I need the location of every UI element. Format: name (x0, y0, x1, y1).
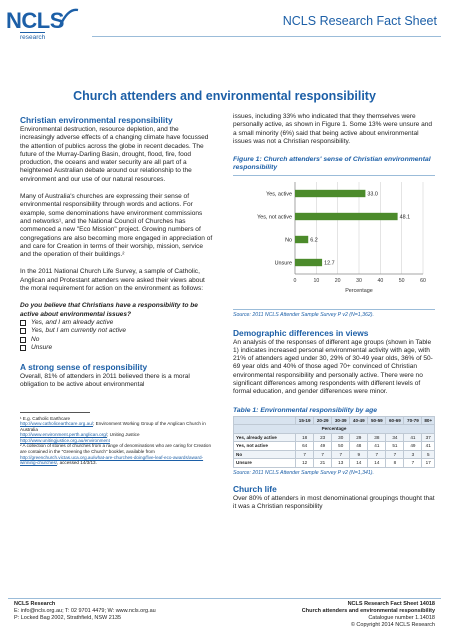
category-label: Yes, not active (257, 214, 292, 221)
x-tick-label: 40 (377, 277, 384, 284)
footer-catalogue: Catalogue number 1.14018 (368, 615, 435, 621)
bar (295, 212, 398, 219)
survey-option-label: Yes, and I am already active (31, 318, 114, 326)
table-source: Source: 2011 NCLS Attender Sample Survey P v2 (N=1,341). (233, 469, 374, 476)
survey-option-label: No (31, 335, 40, 343)
table-cell: 13 (332, 459, 350, 468)
survey-option-label: Unsure (31, 343, 53, 351)
series-title: NCLS Research Fact Sheet (282, 14, 437, 28)
section-heading-church-life: Church life (233, 483, 277, 494)
x-tick-label: 0 (293, 277, 297, 284)
table-row (234, 442, 435, 451)
footer-divider (8, 598, 441, 599)
logo-wordmark: NCLS (6, 8, 64, 33)
table-corner-cell (234, 416, 296, 425)
survey-option (20, 327, 215, 335)
table-cell: 49 (314, 442, 332, 451)
checkbox-icon (20, 328, 26, 334)
footer-contact (14, 601, 156, 622)
footnote-divider (20, 412, 90, 413)
table-cell: 7 (368, 450, 386, 459)
table-column-header: 80+ (422, 416, 435, 425)
x-axis-label: Percentage (345, 287, 373, 294)
figure-frame (233, 175, 435, 310)
table-cell: 23 (314, 433, 332, 442)
footnote-2 (20, 443, 215, 465)
table-cell: 9 (350, 450, 368, 459)
table-cell: 64 (296, 442, 314, 451)
footer-contact-line: E: info@ncls.org.au; T: 02 9701 4479; W: www.ncls.org.au (14, 608, 156, 614)
table-cell: 50 (332, 442, 350, 451)
checkbox-icon (20, 345, 26, 351)
table-cell: 30 (332, 433, 350, 442)
church-life-paragraph: Over 80% of attenders in most denominational groupings thought that it was a Christian responsibility (233, 494, 435, 510)
right-column (233, 113, 435, 511)
table-column-header: 60-69 (386, 416, 404, 425)
x-tick-label: 30 (356, 277, 362, 284)
footnote-link-catholic-earthcare[interactable]: http://www.catholicearthcare.org.au/ (20, 421, 94, 427)
survey-option-label: Yes, but I am currently not active (31, 327, 126, 335)
footer-copyright: © Copyright 2014 NCLS Research (350, 622, 435, 628)
footnote-link-anglican[interactable]: http://www.environment.perth.anglican.org/ (20, 432, 108, 438)
table-cell: 14 (350, 459, 368, 468)
footnote-1-text-mid: ; Environment Working Group of the Anglican Church in Australia (20, 421, 206, 432)
table-column-header: 40-49 (350, 416, 368, 425)
checkbox-icon (20, 337, 26, 343)
ncls-logo (6, 6, 76, 44)
bar-chart (233, 176, 435, 302)
results-paragraph: issues, including 33% who indicated that they themselves were personally active, as shown in Figure 1. Some 13% were unsure and a small minority (6%) said that being active about environmental issues was not a Christian responsibility. (233, 113, 433, 145)
survey-option (20, 319, 215, 327)
footer-sheet-number: NCLS Research Fact Sheet 14018 (347, 601, 435, 607)
table-row (234, 433, 435, 442)
table-header-row (234, 416, 435, 425)
data-label: 33.0 (367, 191, 378, 198)
footer-sheet-title: Church attenders and environmental responsibility (301, 608, 435, 614)
table-cell: 17 (422, 459, 435, 468)
data-label: 6.2 (310, 237, 318, 244)
table-cell: 5 (422, 450, 435, 459)
table-cell: 7 (314, 450, 332, 459)
footnote-1-text-mid2: ; Uniting Justice (107, 432, 140, 438)
figure-title: Figure 1: Church attenders' sense of Christian environmental responsibility (233, 156, 431, 172)
x-tick-label: 20 (334, 277, 341, 284)
footnote-2-text: ² A collection of stories of churches from a range of denominations who are caring for Creation are contained in the "Greening the Church" booklet, available from (20, 443, 211, 455)
demographic-paragraph: An analysis of the responses of different age groups (shown in Table 1) indicates increased personal environmental activity with age, with 21% of attenders aged under 30, 29% of 30-49 year olds, 36% of 50-69 year olds and 40% of those aged 70+ convinced of Christian environmental responsibility and personally active. There were no significant differences among respondents with different levels of formal education, and gender differences were minor. (233, 338, 433, 396)
table-cell: 8 (386, 459, 404, 468)
churches-paragraph: Many of Australia's churches are expressing their sense of environmental responsibility through words and actions. For example, some denominations have environment commissions and networks¹, and the National Council of Churches has commenced a new "Eco Mission" project. Growing numbers of congregations are also becoming more engaged in appreciation of and care for Creation in terms of their worship, mission, service and the operation of their buildings.² (20, 193, 213, 259)
table-row (234, 450, 435, 459)
table-cell: 51 (386, 442, 404, 451)
table-subheader: Percentage (234, 425, 435, 434)
table-cell: 21 (314, 459, 332, 468)
footnote-link-greenchurch[interactable]: http://greenchurch.victas.uca.org.au/what-are-churches-doing/five-leaf-eco-awards/award-winning-churches/ (20, 454, 204, 466)
category-label: Yes, active (266, 191, 292, 198)
data-label: 12.7 (324, 260, 335, 267)
bar (295, 258, 322, 265)
age-table (233, 416, 435, 468)
x-tick-label: 50 (398, 277, 405, 284)
table-cell: 49 (404, 442, 422, 451)
bar (295, 189, 365, 196)
table-row-label: Yes, not active (234, 442, 296, 451)
table-column-header: 15-19 (296, 416, 314, 425)
table-cell: 3 (404, 450, 422, 459)
checkbox-icon (20, 320, 26, 326)
footnote-1 (20, 416, 215, 444)
table-column-header: 50-59 (368, 416, 386, 425)
page-title: Church attenders and environmental responsibility (73, 89, 376, 103)
table-column-header: 20-29 (314, 416, 332, 425)
survey-option (20, 336, 215, 344)
survey-paragraph: In the 2011 National Church Life Survey, a sample of Catholic, Anglican and Protestant attenders were asked their views about the moral requirement for action on the environment as follows: (20, 268, 205, 293)
table-column-header: 30-39 (332, 416, 350, 425)
survey-question: Do you believe that Christians have a responsibility to be active about environmental issues? (20, 302, 198, 318)
table-cell: 38 (368, 433, 386, 442)
table-cell: 29 (350, 433, 368, 442)
table-cell: 41 (368, 442, 386, 451)
footnote-link-uniting-justice[interactable]: http://www.unitingjustice.org.au/environment (20, 437, 110, 443)
table-cell: 7 (296, 450, 314, 459)
x-tick-label: 10 (313, 277, 320, 284)
logo-swoosh-icon (58, 6, 80, 28)
table-row-label: Unsure (234, 459, 296, 468)
table-title: Table 1: Environmental responsibility by age (233, 406, 378, 414)
table-cell: 48 (350, 442, 368, 451)
table-column-header: 70-79 (404, 416, 422, 425)
category-label: Unsure (274, 260, 292, 267)
footnote-1-text: ¹ E.g. Catholic Earthcare (20, 415, 71, 421)
table-row (234, 459, 435, 468)
table-cell: 12 (296, 459, 314, 468)
table-row-label: Yes, already active (234, 433, 296, 442)
survey-option (20, 344, 215, 352)
table-cell: 14 (368, 459, 386, 468)
category-label: No (285, 237, 292, 244)
table-cell: 34 (386, 433, 404, 442)
table-cell: 41 (422, 442, 435, 451)
table-cell: 37 (422, 433, 435, 442)
data-label: 48.1 (399, 214, 411, 221)
table-cell: 18 (296, 433, 314, 442)
table-cell: 7 (404, 459, 422, 468)
table-cell: 7 (386, 450, 404, 459)
strong-sense-paragraph: Overall, 81% of attenders in 2011 believed there is a moral obligation to be active about environmental (20, 373, 190, 389)
intro-paragraph: Environmental destruction, resource depletion, and the increasingly adverse effects of a changing climate have focussed the attention of publics across the globe in recent decades. The future of the Murray-Darling Basin, drought, flood, fire, food production, the oceans and water security are all part of a heightened Australian debate around our relationship to the environment and our use of our natural resources. (20, 126, 209, 183)
section-heading-demographic: Demographic differences in views (233, 327, 369, 338)
section-heading-environmental-responsibility: Christian environmental responsibility (20, 115, 173, 125)
bar (295, 235, 308, 242)
footer-address: P: Locked Bag 2002, Strathfield, NSW 2135 (14, 615, 122, 621)
footer-sheet-info (302, 601, 435, 629)
x-tick-label: 60 (420, 277, 426, 284)
footnote-2-text-end: , accessed 14/3/13. (57, 460, 97, 466)
header-divider (92, 36, 441, 37)
footer-org: NCLS Research (14, 601, 56, 607)
left-column (20, 115, 215, 466)
logo-subtitle: research (20, 34, 46, 41)
table-cell: 41 (404, 433, 422, 442)
table-cell: 7 (332, 450, 350, 459)
figure-source: Source: 2011 NCLS Attender Sample Survey P v2 (N=1,362). (233, 311, 374, 318)
table-row-label: No (234, 450, 296, 459)
section-heading-strong-sense: A strong sense of responsibility (20, 362, 148, 373)
